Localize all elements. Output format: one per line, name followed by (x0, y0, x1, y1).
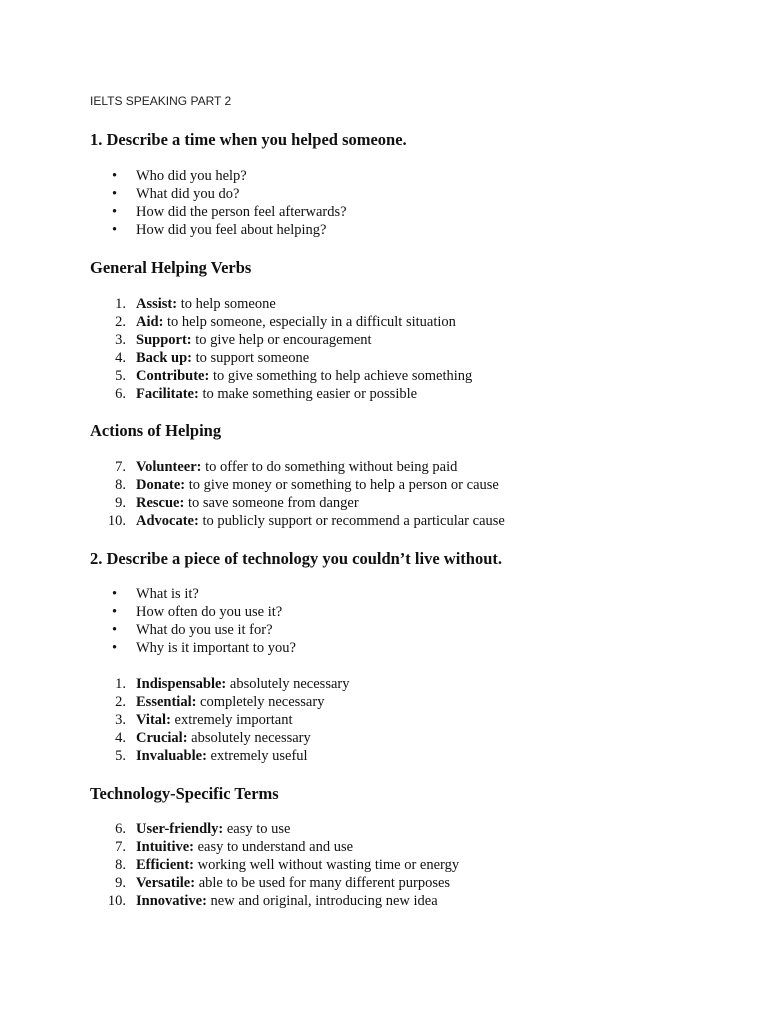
item-number: 9. (115, 494, 126, 511)
list-item (0, 368, 472, 386)
item-definition: to support someone (192, 349, 310, 366)
item-term: Versatile: (136, 874, 196, 891)
list-item (0, 712, 349, 730)
item-text: How often do you use it? (136, 603, 283, 620)
item-term: Efficient: (136, 856, 194, 873)
item-number: 2. (115, 693, 126, 710)
item-definition: to help someone, especially in a difficult situation (163, 313, 456, 330)
list-item (0, 332, 472, 350)
list-item (0, 748, 349, 766)
list-item (0, 640, 296, 658)
bullet-marker: • (112, 586, 118, 602)
bullet-marker: • (112, 185, 118, 202)
item-term: Innovative: (136, 892, 207, 909)
list-item (0, 875, 459, 893)
list-item (0, 586, 296, 604)
item-number: 7. (115, 838, 126, 855)
item-term: Essential: (136, 693, 197, 710)
item-definition: to offer to do something without being paid (201, 459, 458, 475)
item-definition: to publicly support or recommend a particular cause (198, 512, 505, 529)
list-item (0, 168, 347, 186)
item-term: Volunteer: (136, 459, 202, 475)
item-text: Who did you help? (136, 168, 247, 184)
item-term: Invaluable: (136, 747, 207, 764)
bullet-marker: • (112, 639, 118, 656)
item-term: Indispensable: (136, 676, 227, 692)
section-heading: General Helping Verbs (90, 258, 252, 277)
list-item (0, 676, 349, 694)
item-number: 8. (115, 856, 126, 873)
item-definition: to save someone from danger (184, 494, 359, 511)
item-definition: absolutely necessary (226, 676, 350, 692)
numbered-list (0, 296, 472, 403)
document-title: IELTS SPEAKING PART 2 (90, 94, 232, 108)
item-text: How did the person feel afterwards? (136, 203, 347, 220)
item-text: How did you feel about helping? (136, 221, 327, 238)
item-text: What did you do? (136, 185, 240, 202)
item-definition: to give money or something to help a person or cause (185, 476, 499, 493)
item-term: Intuitive: (136, 838, 194, 855)
item-definition: working well without wasting time or energy (193, 856, 460, 873)
item-number: 6. (115, 821, 126, 837)
item-number: 9. (115, 874, 126, 891)
item-term: Vital: (136, 711, 171, 728)
numbered-list (0, 459, 505, 531)
item-term: Contribute: (136, 367, 210, 384)
list-item (0, 730, 349, 748)
bullet-marker: • (112, 221, 118, 238)
item-definition: easy to understand and use (194, 838, 354, 855)
item-definition: easy to use (223, 821, 291, 837)
item-number: 7. (115, 459, 126, 475)
bullet-marker: • (112, 621, 118, 638)
item-text: Why is it important to you? (136, 639, 296, 656)
bullet-marker: • (112, 168, 118, 184)
item-number: 2. (115, 313, 126, 330)
list-item (0, 604, 296, 622)
list-item (0, 821, 459, 839)
item-definition: completely necessary (196, 693, 325, 710)
bullet-marker: • (112, 203, 118, 220)
item-term: Donate: (136, 476, 186, 493)
list-item (0, 495, 505, 513)
list-item (0, 694, 349, 712)
list-item (0, 513, 505, 531)
list-item (0, 204, 347, 222)
list-item (0, 622, 296, 640)
item-text: What is it? (136, 586, 199, 602)
item-text: What do you use it for? (136, 621, 273, 638)
list-item (0, 459, 505, 477)
item-term: Assist: (136, 296, 178, 312)
list-item (0, 186, 347, 204)
item-definition: extremely important (170, 711, 293, 728)
item-number: 3. (115, 331, 126, 348)
item-term: Back up: (136, 349, 193, 366)
item-term: Support: (136, 331, 192, 348)
section-heading: 1. Describe a time when you helped someone. (90, 130, 407, 149)
item-number: 4. (115, 349, 126, 366)
list-item (0, 839, 459, 857)
numbered-list (0, 676, 349, 766)
item-definition: absolutely necessary (187, 729, 311, 746)
item-term: Rescue: (136, 494, 185, 511)
item-number: 3. (115, 711, 126, 728)
list-item (0, 350, 472, 368)
item-number: 5. (115, 747, 126, 764)
list-item (0, 857, 459, 875)
list-item (0, 296, 472, 314)
bullet-list (0, 586, 296, 658)
list-item (0, 386, 472, 404)
list-item (0, 893, 459, 911)
item-number: 1. (115, 296, 126, 312)
section-heading: Technology-Specific Terms (90, 784, 279, 803)
item-number: 6. (115, 385, 126, 402)
item-term: Crucial: (136, 729, 188, 746)
item-term: User-friendly: (136, 821, 224, 837)
list-item (0, 222, 347, 240)
item-term: Facilitate: (136, 385, 199, 402)
item-definition: to give something to help achieve something (209, 367, 473, 384)
item-definition: able to be used for many different purposes (195, 874, 451, 891)
bullet-marker: • (112, 603, 118, 620)
bullet-list (0, 168, 347, 240)
item-definition: to help someone (177, 296, 276, 312)
numbered-list (0, 821, 459, 911)
section-heading: Actions of Helping (90, 421, 222, 440)
item-definition: new and original, introducing new idea (206, 892, 438, 909)
list-item (0, 477, 505, 495)
item-number: 5. (115, 367, 126, 384)
item-definition: extremely useful (206, 747, 308, 764)
list-item (0, 314, 472, 332)
item-number: 4. (115, 729, 126, 746)
item-number: 10. (107, 892, 126, 909)
section-heading: 2. Describe a piece of technology you couldn’t live without. (90, 549, 503, 568)
item-number: 10. (107, 512, 126, 529)
item-number: 8. (115, 476, 126, 493)
item-number: 1. (115, 676, 126, 692)
item-definition: to make something easier or possible (198, 385, 418, 402)
item-term: Aid: (136, 313, 164, 330)
item-definition: to give help or encouragement (191, 331, 372, 348)
item-term: Advocate: (136, 512, 199, 529)
